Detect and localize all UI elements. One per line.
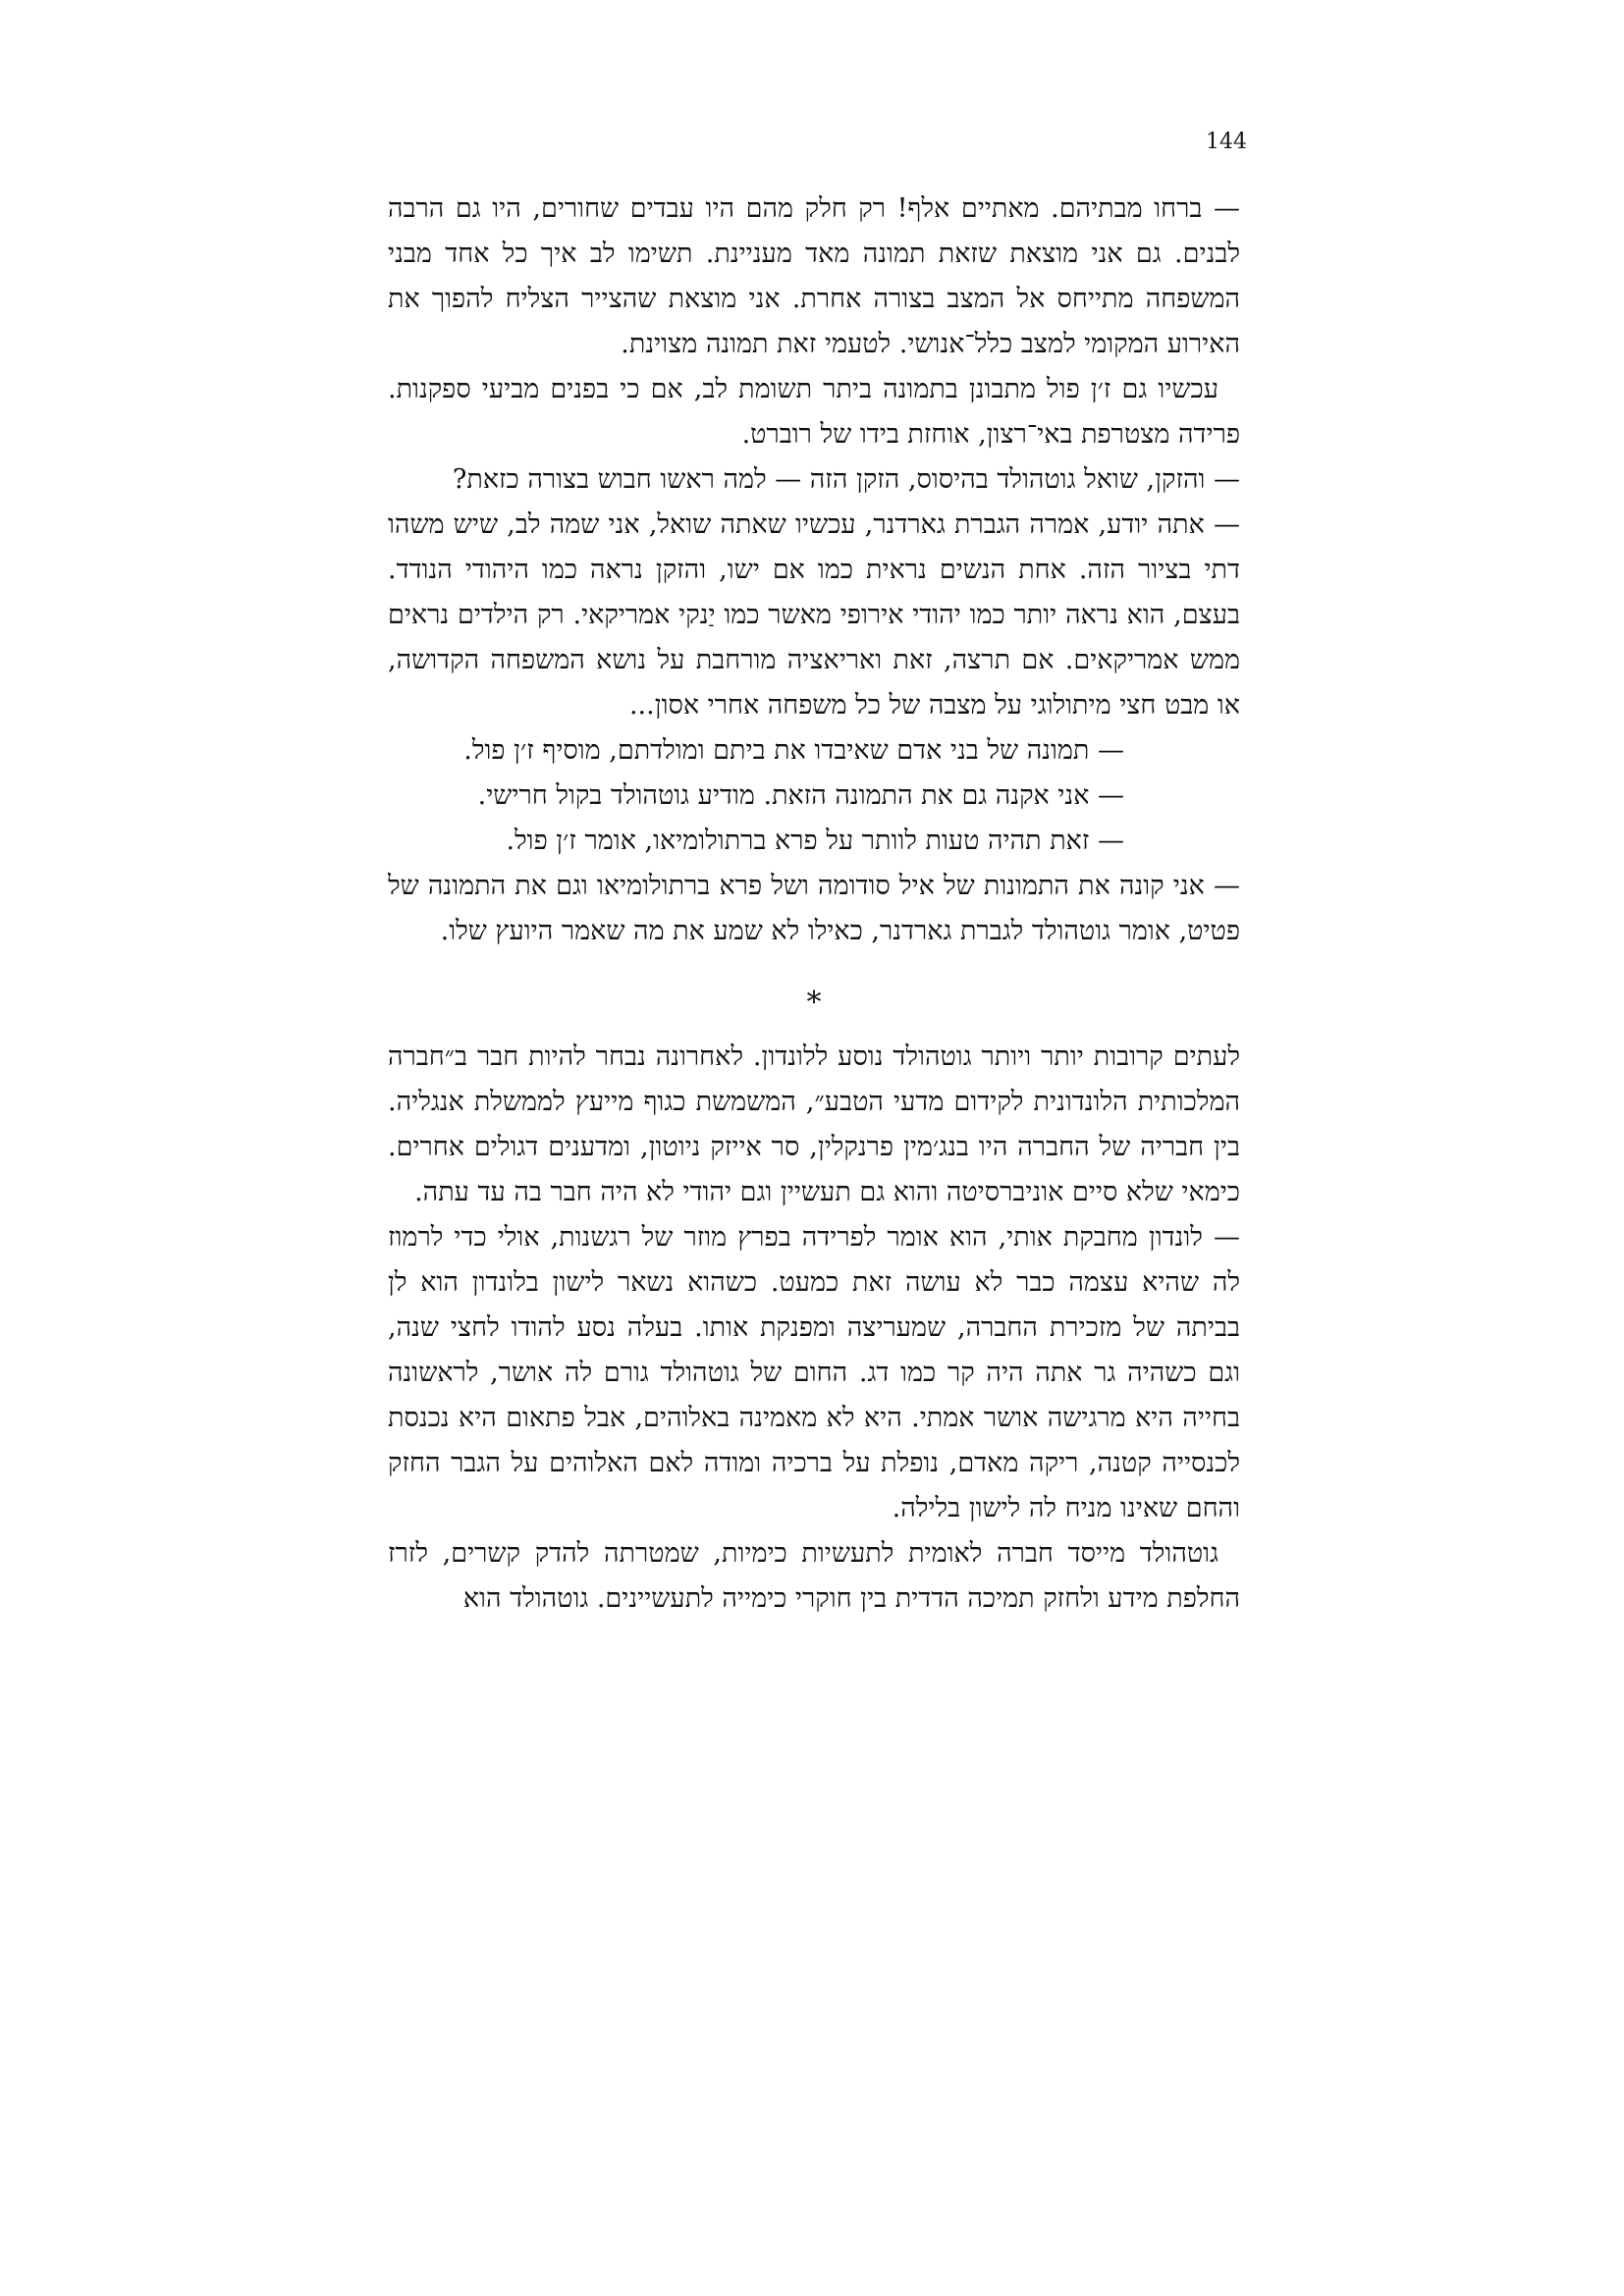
dialog-line: — לונדון מחבקת אותי, הוא אומר לפרידה בפרץ מוזר של רגשנות, אולי כדי לרמוז לה שהיא עצמה כבר לא עושה זאת כמעט. כשהוא נשאר לישון בלונדון הוא לן בביתה של מזכירת החברה, שמעריצה ומפנקת אותו. בעלה נסע להודו לחצי שנה, וגם כשהיה גר אתה היה קר כמו דג. החום של גוטהולד גורם לה אושר, לראשונה בחייה היא מרגישה אושר אמתי. היא לא מאמינה באלוהים, אבל פתאום היא נכנסת לכנסייה קטנה, ריקה מאדם, נופלת על ברכיה ומודה לאם האלוהים על הגבר החזק והחם שאינו מניח לה לישון בלילה. (388, 1222, 1240, 1523)
section-separator: * (806, 986, 822, 1020)
dialog-line: — אני קונה את התמונות של איל סודומה ושל פרא ברתולומיאו וגם את התמונה של פטיט, אומר גוטהולד לגברת גארדנר, כאילו לא שמע את מה שאמר היועץ שלו. (388, 871, 1240, 946)
dialog-line: — תמונה של בני אדם שאיבדו את ביתם ומולדתם, מוסיף ז׳ן פול. (463, 735, 1124, 766)
page-number: 144 (1206, 130, 1247, 154)
dialog-line: — זאת תהיה טעות לוותר על פרא ברתולומיאו, אומר ז׳ן פול. (506, 826, 1124, 856)
paragraph: עכשיו גם ז׳ן פול מתבונן בתמונה ביתר תשומת לב, אם כי בפנים מביעי ספקנות. פרידה מצטרפת באי־רצון, אוחזת בידו של רוברט. (388, 374, 1240, 450)
dialog-line: — אתה יודע, אמרה הגברת גארדנר, עכשיו שאתה שואל, אני שמה לב, שיש משהו דתי בציור הזה. אחת הנשים נראית כמו אם ישו, והזקן נראה כמו היהודי הנודד. בעצם, הוא נראה יותר כמו יהודי אירופי מאשר כמו יַנקי אמריקאי. רק הילדים נראים ממש אמריקאים. אם תרצה, זאת ואריאציה מורחבת על נושא המשפחה הקדושה, או מבט חצי מיתולוגי על מצבה של כל משפחה אחרי אסון... (388, 509, 1240, 721)
page-body (388, 187, 1240, 1622)
paragraph: — ברחו מבתיהם. מאתיים אלף! רק חלק מהם היו עבדים שחורים, היו גם הרבה לבנים. גם אני מוצאת שזאת תמונה מאד מעניינת. תשימו לב איך כל אחד מבני המשפחה מתייחס אל המצב בצורה אחרת. אני מוצאת שהצייר הצליח להפוך את האירוע המקומי למצב כלל־אנושי. לטעמי זאת תמונה מצוינת. (388, 193, 1240, 359)
dialog-line: — והזקן, שואל גוטהולד בהיסוס, הזקן הזה — למה ראשו חבוש בצורה כזאת? (452, 464, 1240, 495)
paragraph: גוטהולד מייסד חברה לאומית לתעשיות כימיות, שמטרתה להדק קשרים, לזרז החלפת מידע ולחזק תמיכה הדדית בין חוקרי כימייה לתעשיינים. גוטהולד הוא (388, 1538, 1240, 1614)
dialog-line: — אני אקנה גם את התמונה הזאת. מודיע גוטהולד בקול חרישי. (477, 780, 1124, 811)
paragraph: לעתים קרובות יותר ויותר גוטהולד נוסע ללונדון. לאחרונה נבחר להיות חבר ב״חברה המלכותית הלונדונית לקידום מדעי הטבע״, המשמשת כגוף מייעץ לממשלת אנגליה. בין חבריה של החברה היו בנג׳מין פרנקלין, סר אייזק ניוטון, ומדענים דגולים אחרים. כימאי שלא סיים אוניברסיטה והוא גם תעשיין וגם יהודי לא היה חבר בה עד עתה. (388, 1041, 1240, 1207)
